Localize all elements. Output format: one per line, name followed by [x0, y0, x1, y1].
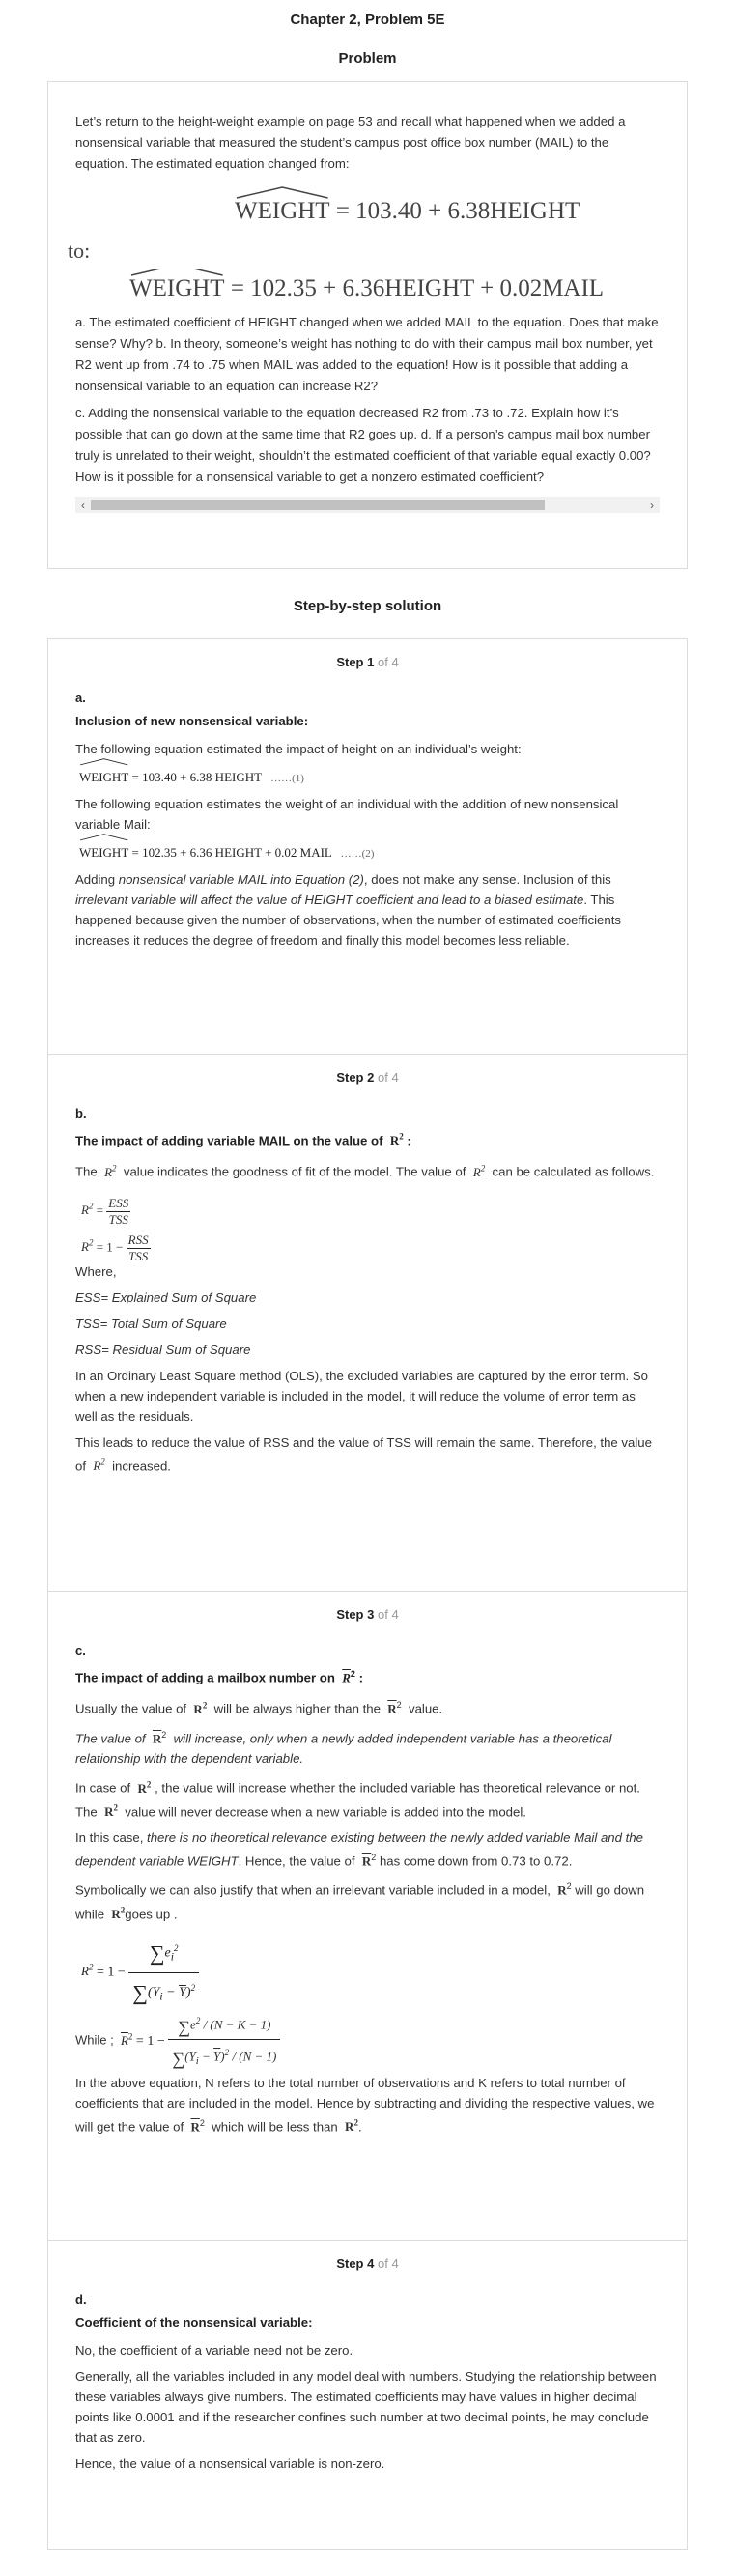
solution-card — [47, 638, 688, 2550]
step-header: Step 2 of 4 — [336, 1070, 399, 1085]
step-3 — [48, 1592, 687, 2241]
problem-part-cd: c. Adding the nonsensical variable to the equation decreased R2 from .73 to .72. Explain how it’s possible that can go down at the same time that R2 goes up. d. If a person’s campus mail box number truly is unrelated to their weight, shouldn’t the estimated coefficient of that variable equal exactly 0.00? How is it possible for a nonsensical variable to get a nonzero estimated coefficient? — [75, 406, 651, 484]
step-paragraph: In this case, there is no theoretical relevance existing between the newly added variable Mail and the dependent variable WEIGHT. Hence, the value of $\overline{R}^2$ has come down from 0.73 to 0.72. — [75, 1829, 643, 1869]
step-paragraph: In an Ordinary Least Square method (OLS), the excluded variables are captured by the error term. So when a new independent variable is included in the model, it will reduce the volume of error term as well as the residuals. — [75, 1368, 649, 1424]
part-label: b. — [75, 1106, 87, 1120]
step-paragraph: The following equation estimates the weight of an individual with the addition of new nonsensical variable Mail: — [75, 797, 619, 832]
step-paragraph: Symbolically we can also justify that when an irrelevant variable included in a model, $\overline{R}^2$ will go down while $R^2goes$ up . — [75, 1882, 645, 1921]
step-header: Step 3 of 4 — [336, 1607, 399, 1622]
r2-residual-formula: $R^2 = 1$ − $\frac{\sum e_i^2}{\sum(Y_i - \overline{Y})^2}$ — [81, 1930, 660, 2005]
step-heading: Inclusion of new nonsensical variable: — [75, 714, 309, 728]
horizontal-scrollbar[interactable] — [75, 497, 660, 513]
part-label: d. — [75, 2292, 87, 2307]
step-header: Step 1 of 4 — [336, 655, 399, 669]
step-paragraph: The $R^2$ value indicates the goodness of fit of the model. The value of $R^2$ can be calculated as follows. — [75, 1163, 655, 1179]
definition-rss: RSS= Residual Sum of Square — [75, 1342, 251, 1357]
step-paragraph: Generally, all the variables included in any model deal with numbers. Studying the relationship between these variables always give numbers. The estimated coefficients may have values in higher decimal points like 0.0001 and if the researcher confines such number at two decimal points, he may conclude that as zero. — [75, 2369, 657, 2445]
solution-title: Step-by-step solution — [293, 598, 442, 614]
step-header: Step 4 of 4 — [336, 2256, 399, 2271]
step-paragraph: This leads to reduce the value of RSS and the value of TSS will remain the same. Therefore, the value of $R^2$ increased. — [75, 1434, 652, 1473]
weight-hat: WEIGHT — [129, 275, 225, 302]
step-paragraph: No, the coefficient of a variable need not be zero. — [75, 2343, 353, 2358]
step-paragraph: Adding nonsensical variable MAIL into Equation (2), does not make any sense. Inclusion of this irrelevant variable will affect the value of HEIGHT coefficient and lead to a biased estimate. This happened because given the number of observations, when the number of estimated coefficients increases it reduces the degree of freedom and finally this model becomes less reliable. — [75, 872, 621, 948]
problem-intro: Let’s return to the height-weight example on page 53 and recall what happened when we added a nonsensical variable that measured the student’s campus post office box number (MAIL) to the equation. The estimated equation changed from: — [75, 114, 626, 171]
step-heading: Coefficient of the nonsensical variable: — [75, 2315, 313, 2330]
step1-equation-2: WEIGHT = 102.35 + 6.36 HEIGHT + 0.02 MAIL ……(2) — [75, 840, 660, 865]
scroll-right-icon[interactable]: › — [650, 498, 654, 512]
equation-2: WEIGHT = 102.35 + 6.36HEIGHT + 0.02MAIL — [75, 269, 660, 308]
step-4 — [48, 2241, 687, 2550]
step-paragraph: Usually the value of $R^2$ will be always higher than the $\overline{R}^2$ value. — [75, 1700, 443, 1716]
part-label: a. — [75, 691, 86, 705]
step-2 — [48, 1055, 687, 1592]
problem-part-ab: a. The estimated coefficient of HEIGHT changed when we added MAIL to the equation. Does that make sense? Why? b. In theory, someone’s weight has nothing to do with their campus mail box number, yet R2 went up from .74 to .75 when MAIL was added to the equation! How is it possible that adding a nonsensical variable to an equation can increase R2? — [75, 315, 659, 393]
problem-card — [47, 81, 688, 569]
step-paragraph: The following equation estimated the impact of height on an individual’s weight: — [75, 742, 522, 756]
step1-equation-1: WEIGHT = 103.40 + 6.38 HEIGHT ……(1) — [75, 765, 660, 790]
step-heading: The impact of adding a mailbox number on $\overline{R}^2$ : — [75, 1669, 363, 1685]
equation-1: WEIGHT = 103.40 + 6.38HEIGHT — [75, 184, 660, 237]
definition-tss: TSS= Total Sum of Square — [75, 1316, 227, 1331]
problem-title: Problem — [338, 50, 397, 67]
definition-ess: ESS= Explained Sum of Square — [75, 1289, 257, 1305]
r2-formula-ess: $R^2$ = $\frac{\text{ESS}}{\text{TSS}}$ — [81, 1195, 129, 1227]
step-paragraph: In the above equation, N refers to the total number of observations and K refers to total number of coefficients that are included in the model. Hence by subtracting and dividing the respective values, we will get the value of $\overline{R}^2$ which will be less than $R^2$. — [75, 2075, 655, 2135]
step-paragraph: Hence, the value of a nonsensical variable is non-zero. — [75, 2456, 385, 2471]
weight-hat: WEIGHT — [235, 198, 330, 225]
page-title: Chapter 2, Problem 5E — [290, 12, 445, 28]
step-paragraph: Where, — [75, 1263, 117, 1279]
step-paragraph: In case of $R^2$ , the value will increase whether the included variable has theoretical relevance or not. The $R^2$ value will never decrease when a new variable is added into the model. — [75, 1779, 640, 1819]
step-1 — [48, 639, 687, 1055]
scroll-thumb[interactable] — [91, 500, 545, 510]
scroll-left-icon[interactable]: ‹ — [81, 498, 85, 512]
step-heading: The impact of adding variable MAIL on the value of $R^2$ : — [75, 1132, 411, 1148]
r2-formula-rss: $R^2 = 1$ − $\frac{\text{RSS}}{\text{TSS}}$ — [81, 1231, 149, 1263]
part-label: c. — [75, 1643, 86, 1657]
adjusted-r2-formula: While ; $\overline{R}^2 = 1$ − $\frac{\sum e^2 / (N - K - 1)}{\sum(Y_i - \overline{Y})^2 / (N - 1)}$ — [75, 2005, 660, 2067]
to-label: to: — [68, 239, 91, 263]
step-paragraph: The value of $\overline{R}^2$ will increase, only when a newly added independent variable has a theoretical relationship with the dependent variable. — [75, 1729, 612, 1767]
